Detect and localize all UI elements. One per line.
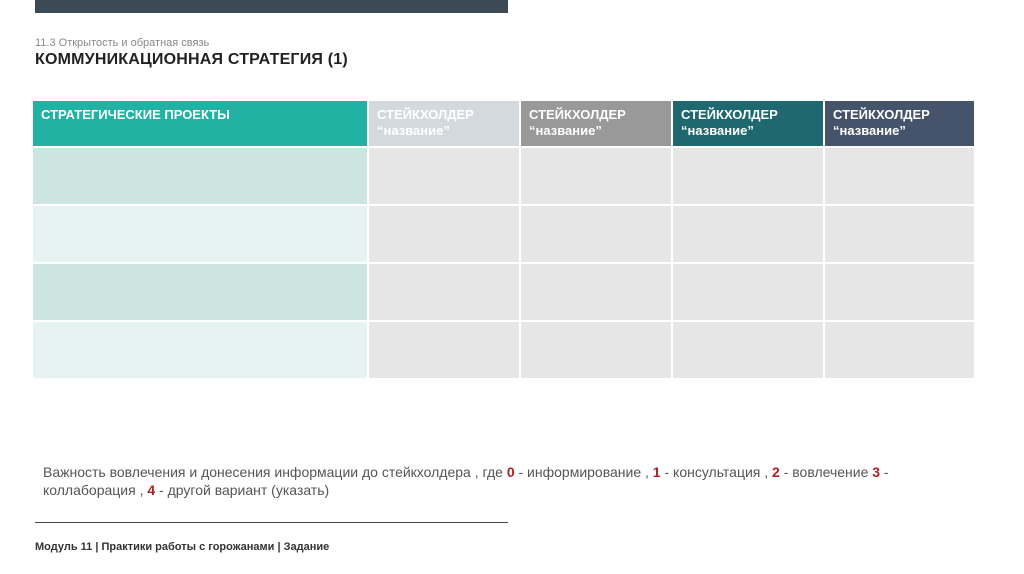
project-cell <box>33 264 367 320</box>
footer-divider <box>35 522 508 523</box>
table-cell <box>673 206 823 262</box>
legend-number-3: 3 <box>872 464 881 480</box>
table-cell <box>825 322 974 378</box>
header-stakeholder-3 <box>673 101 823 146</box>
legend-number-0: 0 <box>506 464 515 480</box>
legend-text: - консультация , <box>660 464 773 480</box>
header-stakeholder-4 <box>825 101 974 146</box>
table-cell <box>673 264 823 320</box>
table-cell <box>825 148 974 204</box>
stakeholder-name: “название” <box>529 123 602 138</box>
header-stakeholder-2 <box>521 101 671 146</box>
header-strategic-projects <box>33 101 367 146</box>
stakeholder-label: СТЕЙКХОЛДЕР <box>833 107 930 122</box>
table-cell <box>673 148 823 204</box>
importance-legend <box>43 463 963 499</box>
footer-text: Модуль 11 | Практики работы с горожанами | Задание <box>35 541 330 553</box>
table-cell <box>673 322 823 378</box>
legend-text: - другой вариант (указать) <box>155 482 330 498</box>
stakeholder-name: “название” <box>377 123 450 138</box>
table-cell <box>825 206 974 262</box>
legend-text: - вовлечение <box>779 464 873 480</box>
legend-number-2: 2 <box>772 464 780 480</box>
header-stakeholder-1 <box>369 101 519 146</box>
legend-number-1: 1 <box>652 464 661 480</box>
top-bar <box>35 0 508 13</box>
table-cell <box>369 322 519 378</box>
stakeholder-name: “название” <box>833 123 906 138</box>
project-cell <box>33 148 367 204</box>
stakeholder-label: СТЕЙКХОЛДЕР <box>681 107 778 122</box>
legend-number-4: 4 <box>147 482 156 498</box>
section-subtitle: 11.3 Открытость и обратная связь <box>35 37 210 49</box>
stakeholder-name: “название” <box>681 123 754 138</box>
table-cell <box>369 264 519 320</box>
table-cell <box>521 148 671 204</box>
project-cell <box>33 322 367 378</box>
table-cell <box>825 264 974 320</box>
table-cell <box>521 322 671 378</box>
strategy-table <box>33 101 972 378</box>
stakeholder-label: СТЕЙКХОЛДЕР <box>529 107 626 122</box>
table-cell <box>369 206 519 262</box>
table-cell <box>369 148 519 204</box>
table-cell <box>521 264 671 320</box>
stakeholder-label: СТЕЙКХОЛДЕР <box>377 107 474 122</box>
legend-text: - коллаборация , <box>43 464 889 498</box>
legend-text: - информирование , <box>514 464 653 480</box>
table-cell <box>521 206 671 262</box>
page-title: КОММУНИКАЦИОННАЯ СТРАТЕГИЯ (1) <box>35 51 348 68</box>
legend-text: Важность вовлечения и донесения информации до стейкхолдера , где <box>43 464 507 480</box>
header-label: СТРАТЕГИЧЕСКИЕ ПРОЕКТЫ <box>41 107 230 122</box>
project-cell <box>33 206 367 262</box>
